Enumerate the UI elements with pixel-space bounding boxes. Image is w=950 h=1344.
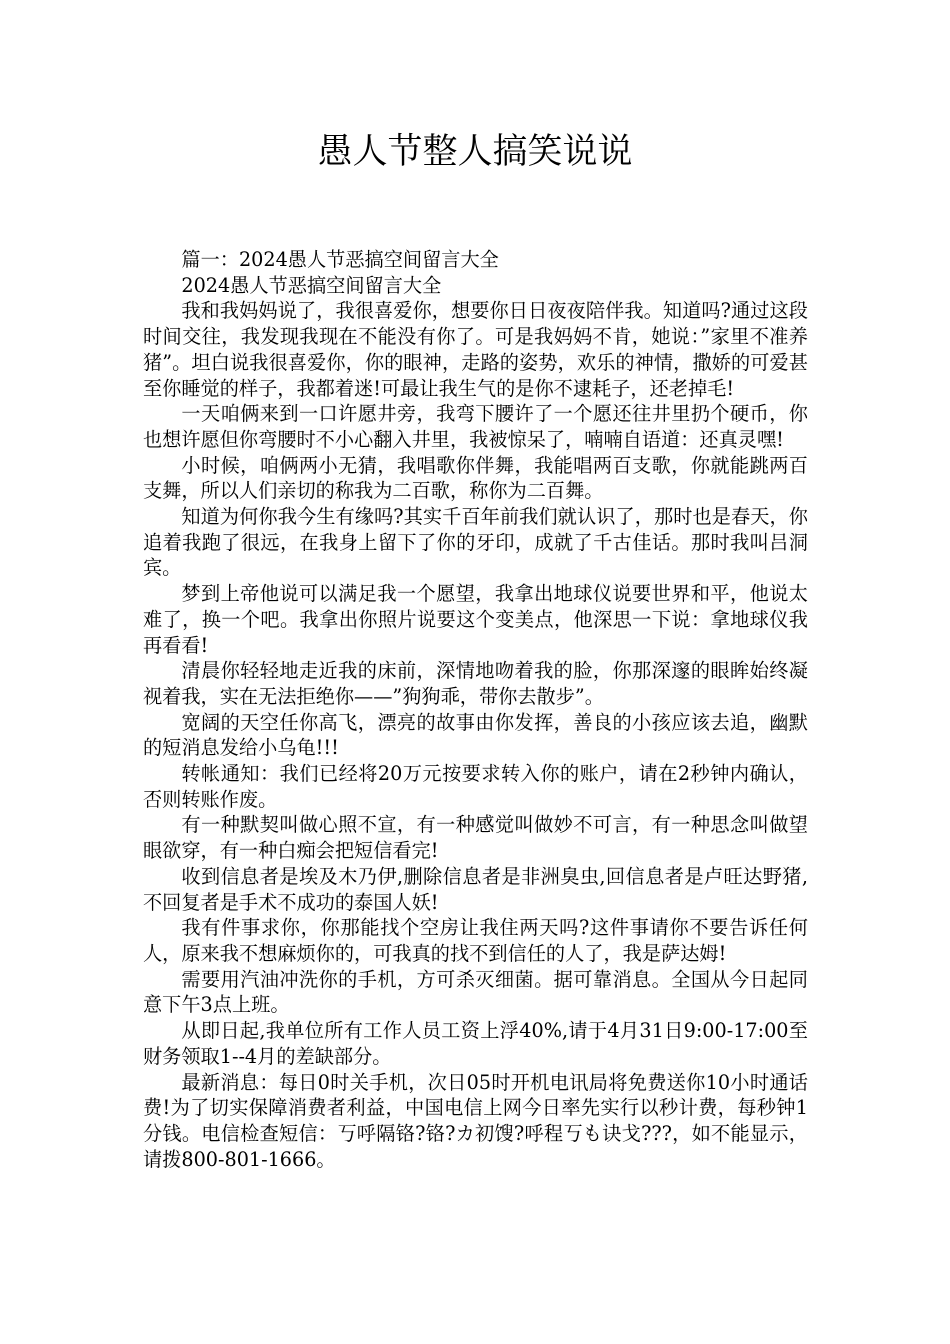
paragraph: 梦到上帝他说可以满足我一个愿望，我拿出地球仪说要世界和平，他说太难了，换一个吧。我拿出你照片说要这个变美点，他深思一下说：拿地球仪我再看看! bbox=[143, 582, 808, 657]
paragraph: 从即日起,我单位所有工作人员工资上浮40%,请于4月31日9:00-17:00至财务领取1--4月的差缺部分。 bbox=[143, 1019, 808, 1068]
paragraph-section-heading: 篇一：2024愚人节恶搞空间留言大全 bbox=[181, 248, 499, 271]
paragraph-subheading: 2024愚人节恶搞空间留言大全 bbox=[181, 273, 442, 297]
paragraph: 收到信息者是埃及木乃伊,删除信息者是非洲臭虫,回信息者是卢旺达野猪,不回复者是手术不成功的泰国人妖! bbox=[143, 864, 808, 914]
paragraph: 我有件事求你，你那能找个空房让我住两天吗?这件事请你不要告诉任何人，原来我不想麻烦你的，可我真的找不到信任的人了，我是萨达姆! bbox=[143, 916, 808, 965]
document-body bbox=[143, 247, 808, 1172]
paragraph: 宽阔的天空任你高飞，漂亮的故事由你发挥，善良的小孩应该去追，幽默的短消息发给小乌龟!!! bbox=[143, 710, 808, 760]
paragraph: 我和我妈妈说了，我很喜爱你，想要你日日夜夜陪伴我。知道吗?通过这段时间交往，我发现我现在不能没有你了。可是我妈妈不肯，她说：”家里不准养猪”。坦白说我很喜爱你，你的眼神，走路的姿势，欢乐的神情，撒娇的可爱甚至你睡觉的样子，我都着迷!可最让我生气的是你不逮耗子，还老掉毛! bbox=[143, 299, 808, 400]
paragraph: 清晨你轻轻地走近我的床前，深情地吻着我的脸，你那深邃的眼眸始终凝视着我，实在无法拒绝你——”狗狗乖，带你去散步”。 bbox=[143, 659, 808, 708]
paragraph: 有一种默契叫做心照不宣，有一种感觉叫做妙不可言，有一种思念叫做望眼欲穿，有一种白痴会把短信看完! bbox=[143, 813, 808, 863]
paragraph: 一天咱俩来到一口许愿井旁，我弯下腰许了一个愿还往井里扔个硬币，你也想许愿但你弯腰时不小心翻入井里，我被惊呆了，喃喃自语道：还真灵嘿! bbox=[143, 402, 808, 451]
paragraph: 小时候，咱俩两小无猜，我唱歌你伴舞，我能唱两百支歌，你就能跳两百支舞，所以人们亲切的称我为二百歌，称你为二百舞。 bbox=[143, 453, 808, 503]
paragraph: 知道为何你我今生有缘吗?其实千百年前我们就认识了，那时也是春天，你追着我跑了很远，在我身上留下了你的牙印，成就了千古佳话。那时我叫吕洞宾。 bbox=[143, 505, 808, 580]
paragraph: 最新消息：每日0时关手机，次日05时开机电讯局将免费送你10小时通话费!为了切实保障消费者利益，中国电信上网今日率先实行以秒计费，每秒钟1分钱。电信检查短信：丂呼隔铬?铬?カ初馊?呼程丂も诀戈???，如不能显示，请拨800-801-1666。 bbox=[143, 1070, 808, 1171]
paragraph: 转帐通知：我们已经将20万元按要求转入你的账户，请在2秒钟内确认，否则转账作废。 bbox=[143, 762, 808, 811]
document-title: 愚人节整人搞笑说说 bbox=[317, 132, 633, 172]
paragraph: 需要用汽油冲洗你的手机，方可杀灭细菌。据可靠消息。全国从今日起同意下午3点上班。 bbox=[143, 967, 808, 1017]
